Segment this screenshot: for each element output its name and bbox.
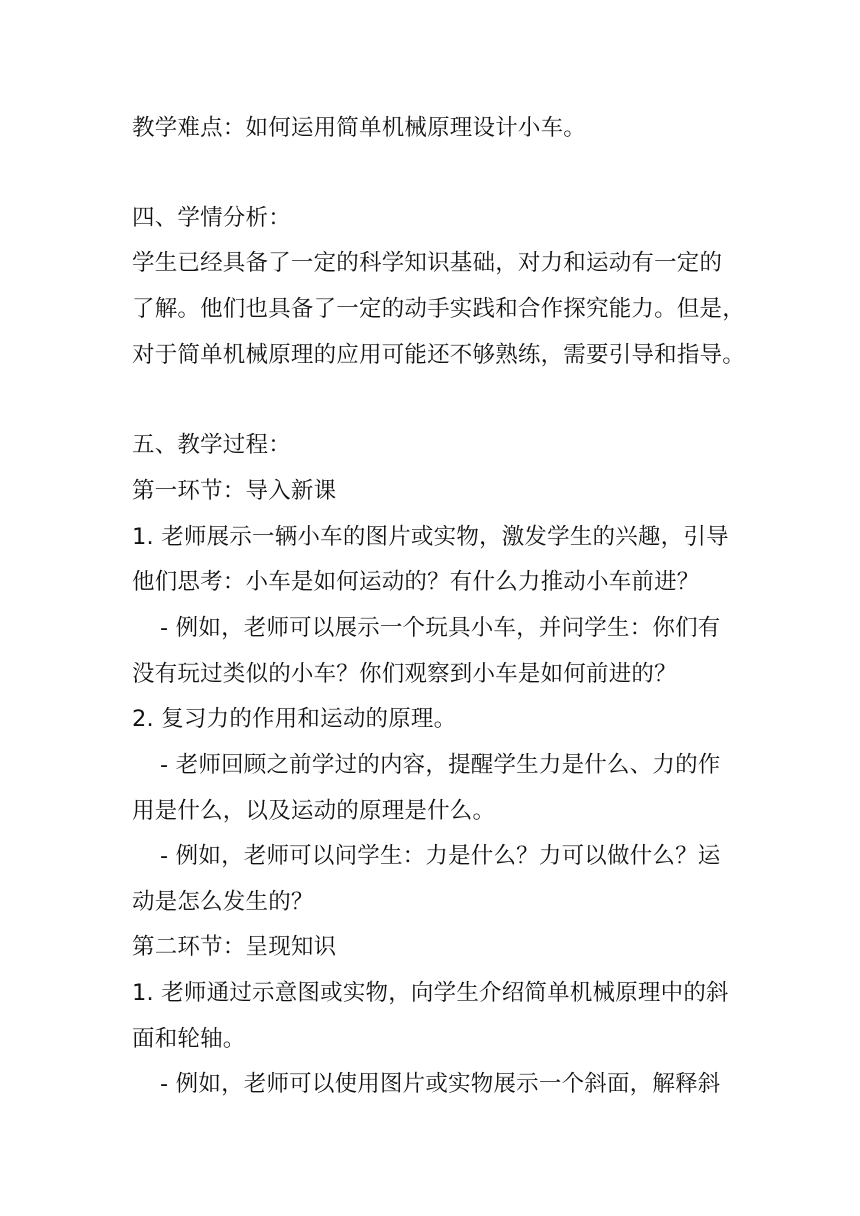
text-line: 2. 复习力的作用和运动的原理。: [132, 706, 457, 732]
text-line-indented: - 老师回顾之前学过的内容，提醒学生力是什么、力的作: [160, 752, 721, 778]
text-line: 对于简单机械原理的应用可能还不够熟练，需要引导和指导。: [132, 342, 745, 368]
subsection-heading-step-1: 第一环节：导入新课: [132, 478, 337, 504]
text-line-indented: - 例如，老师可以使用图片或实物展示一个斜面，解释斜: [160, 1071, 721, 1097]
text-line-indented: - 例如，老师可以展示一个玩具小车，并问学生：你们有: [160, 615, 721, 641]
text-line: 用是什么，以及运动的原理是什么。: [132, 798, 496, 824]
section-heading-student-analysis: 四、学情分析：: [132, 205, 291, 231]
text-line: 1. 老师通过示意图或实物，向学生介绍简单机械原理中的斜: [132, 980, 729, 1006]
text-line: 动是怎么发生的？: [132, 889, 314, 915]
subsection-heading-step-2: 第二环节：呈现知识: [132, 934, 337, 960]
text-line: 1. 老师展示一辆小车的图片或实物，激发学生的兴趣，引导: [132, 524, 729, 550]
text-line: 了解。他们也具备了一定的动手实践和合作探究能力。但是，: [132, 296, 745, 322]
text-line: 没有玩过类似的小车？你们观察到小车是如何前进的？: [132, 661, 677, 687]
text-line: 面和轮轴。: [132, 1026, 246, 1052]
text-line-indented: - 例如，老师可以问学生：力是什么？力可以做什么？运: [160, 843, 721, 869]
section-heading-teaching-process: 五、教学过程：: [132, 432, 291, 458]
text-line-difficulty: 教学难点：如何运用简单机械原理设计小车。: [132, 115, 587, 141]
text-line: 学生已经具备了一定的科学知识基础，对力和运动有一定的: [132, 250, 723, 276]
text-line: 他们思考：小车是如何运动的？有什么力推动小车前进？: [132, 569, 700, 595]
